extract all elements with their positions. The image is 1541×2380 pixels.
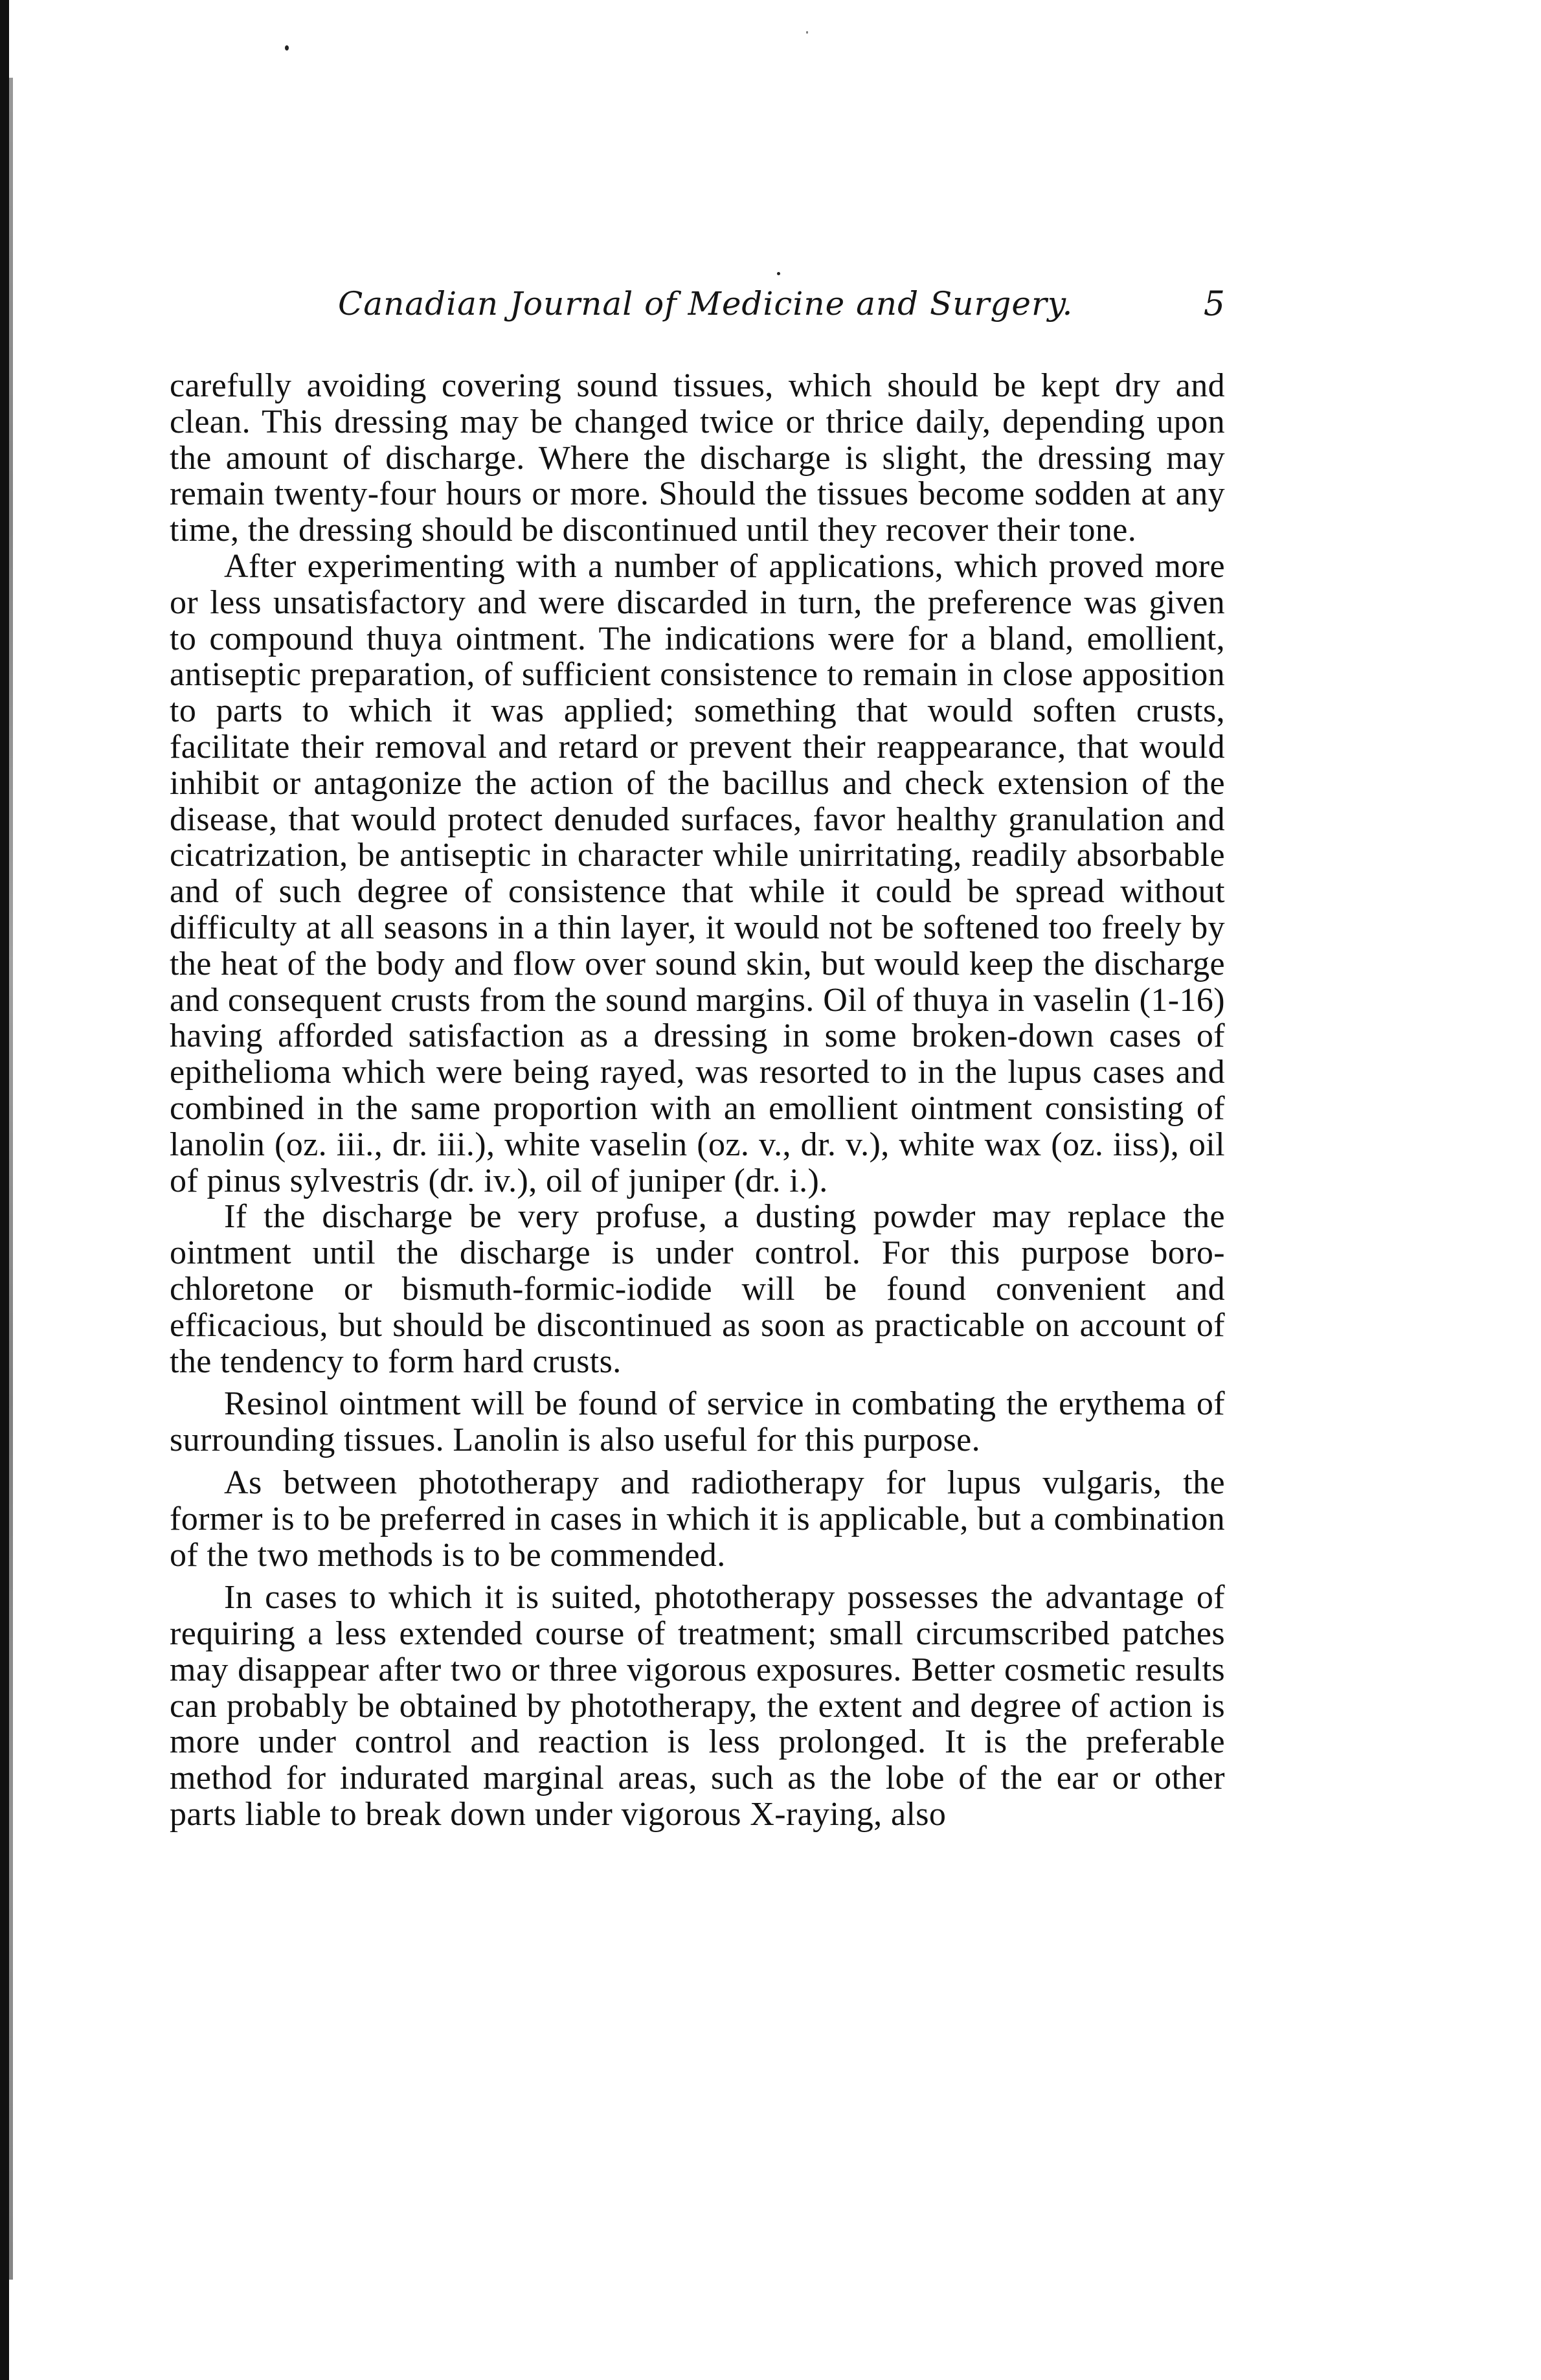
scan-speck: [777, 272, 780, 275]
paragraph: In cases to which it is suited, phototherapy possesses the advantage of requiring a less extended course of treatment; small circumscribed patches may disappear after two or three vigorous exposures. Better cosmetic results can probably be obtained by phototherapy, the extent and degree of action is more under control and reaction is less prolonged. It is the preferable method for indurated marginal areas, such as the lobe of the ear or other parts liable to break down under vigorous X-raying, also: [170, 1579, 1225, 1833]
scan-edge: [0, 0, 9, 2380]
page-number: 5: [1203, 285, 1225, 324]
page-header: [170, 285, 1225, 337]
paragraph: After experimenting with a number of applications, which proved more or less unsatisfactory and were discarded in turn, the preference was given to compound thuya ointment. The indications were for a bland, emollient, antiseptic preparation, of sufficient consistence to remain in close apposition to parts to which it was applied; something that would soften crusts, facilitate their removal and retard or prevent their reappearance, that would inhibit or antagonize the action of the bacillus and check extension of the disease, that would protect denuded surfaces, favor healthy granulation and cicatrization, be antiseptic in character while unirritating, readily absorbable and of such degree of consistence that while it could be spread without difficulty at all seasons in a thin layer, it would not be softened too freely by the heat of the body and flow over sound skin, but would keep the discharge and consequent crusts from the sound margins. Oil of thuya in vaselin (1-16) having afforded satisfaction as a dressing in some broken-down cases of epithelioma which were being rayed, was resorted to in the lupus cases and combined in the same proportion with an emollient ointment consisting of lanolin (oz. iii., dr. iii.), white vaselin (oz. v., dr. v.), white wax (oz. iiss), oil of pinus sylvestris (dr. iv.), oil of juniper (dr. i.).: [170, 547, 1225, 1199]
paragraph: As between phototherapy and radiotherapy for lupus vulgaris, the former is to be preferred in cases in which it is applicable, but a combination of the two methods is to be commended.: [170, 1464, 1225, 1574]
scan-edge-shadow: [9, 78, 13, 2280]
scan-speck: [806, 31, 808, 34]
paragraph: If the discharge be very profuse, a dusting powder may replace the ointment until the discharge is under control. For this purpose boro-chloretone or bismuth-formic-iodide will be found convenient and efficacious, but should be discontinued as soon as practicable on account of the tendency to form hard crusts.: [170, 1198, 1225, 1380]
running-title: Canadian Journal of Medicine and Surgery.: [338, 285, 1074, 323]
body-text: [170, 368, 1225, 1833]
paragraph: Resinol ointment will be found of service in combating the erythema of surrounding tissues. Lanolin is also useful for this purpose.: [170, 1385, 1225, 1459]
scan-speck: [285, 45, 289, 51]
paragraph: carefully avoiding covering sound tissues, which should be kept dry and clean. This dressing may be changed twice or thrice daily, depending upon the amount of discharge. Where the discharge is slight, the dressing may remain twenty-four hours or more. Should the tissues become sodden at any time, the dressing should be discontinued until they recover their tone.: [170, 367, 1225, 549]
